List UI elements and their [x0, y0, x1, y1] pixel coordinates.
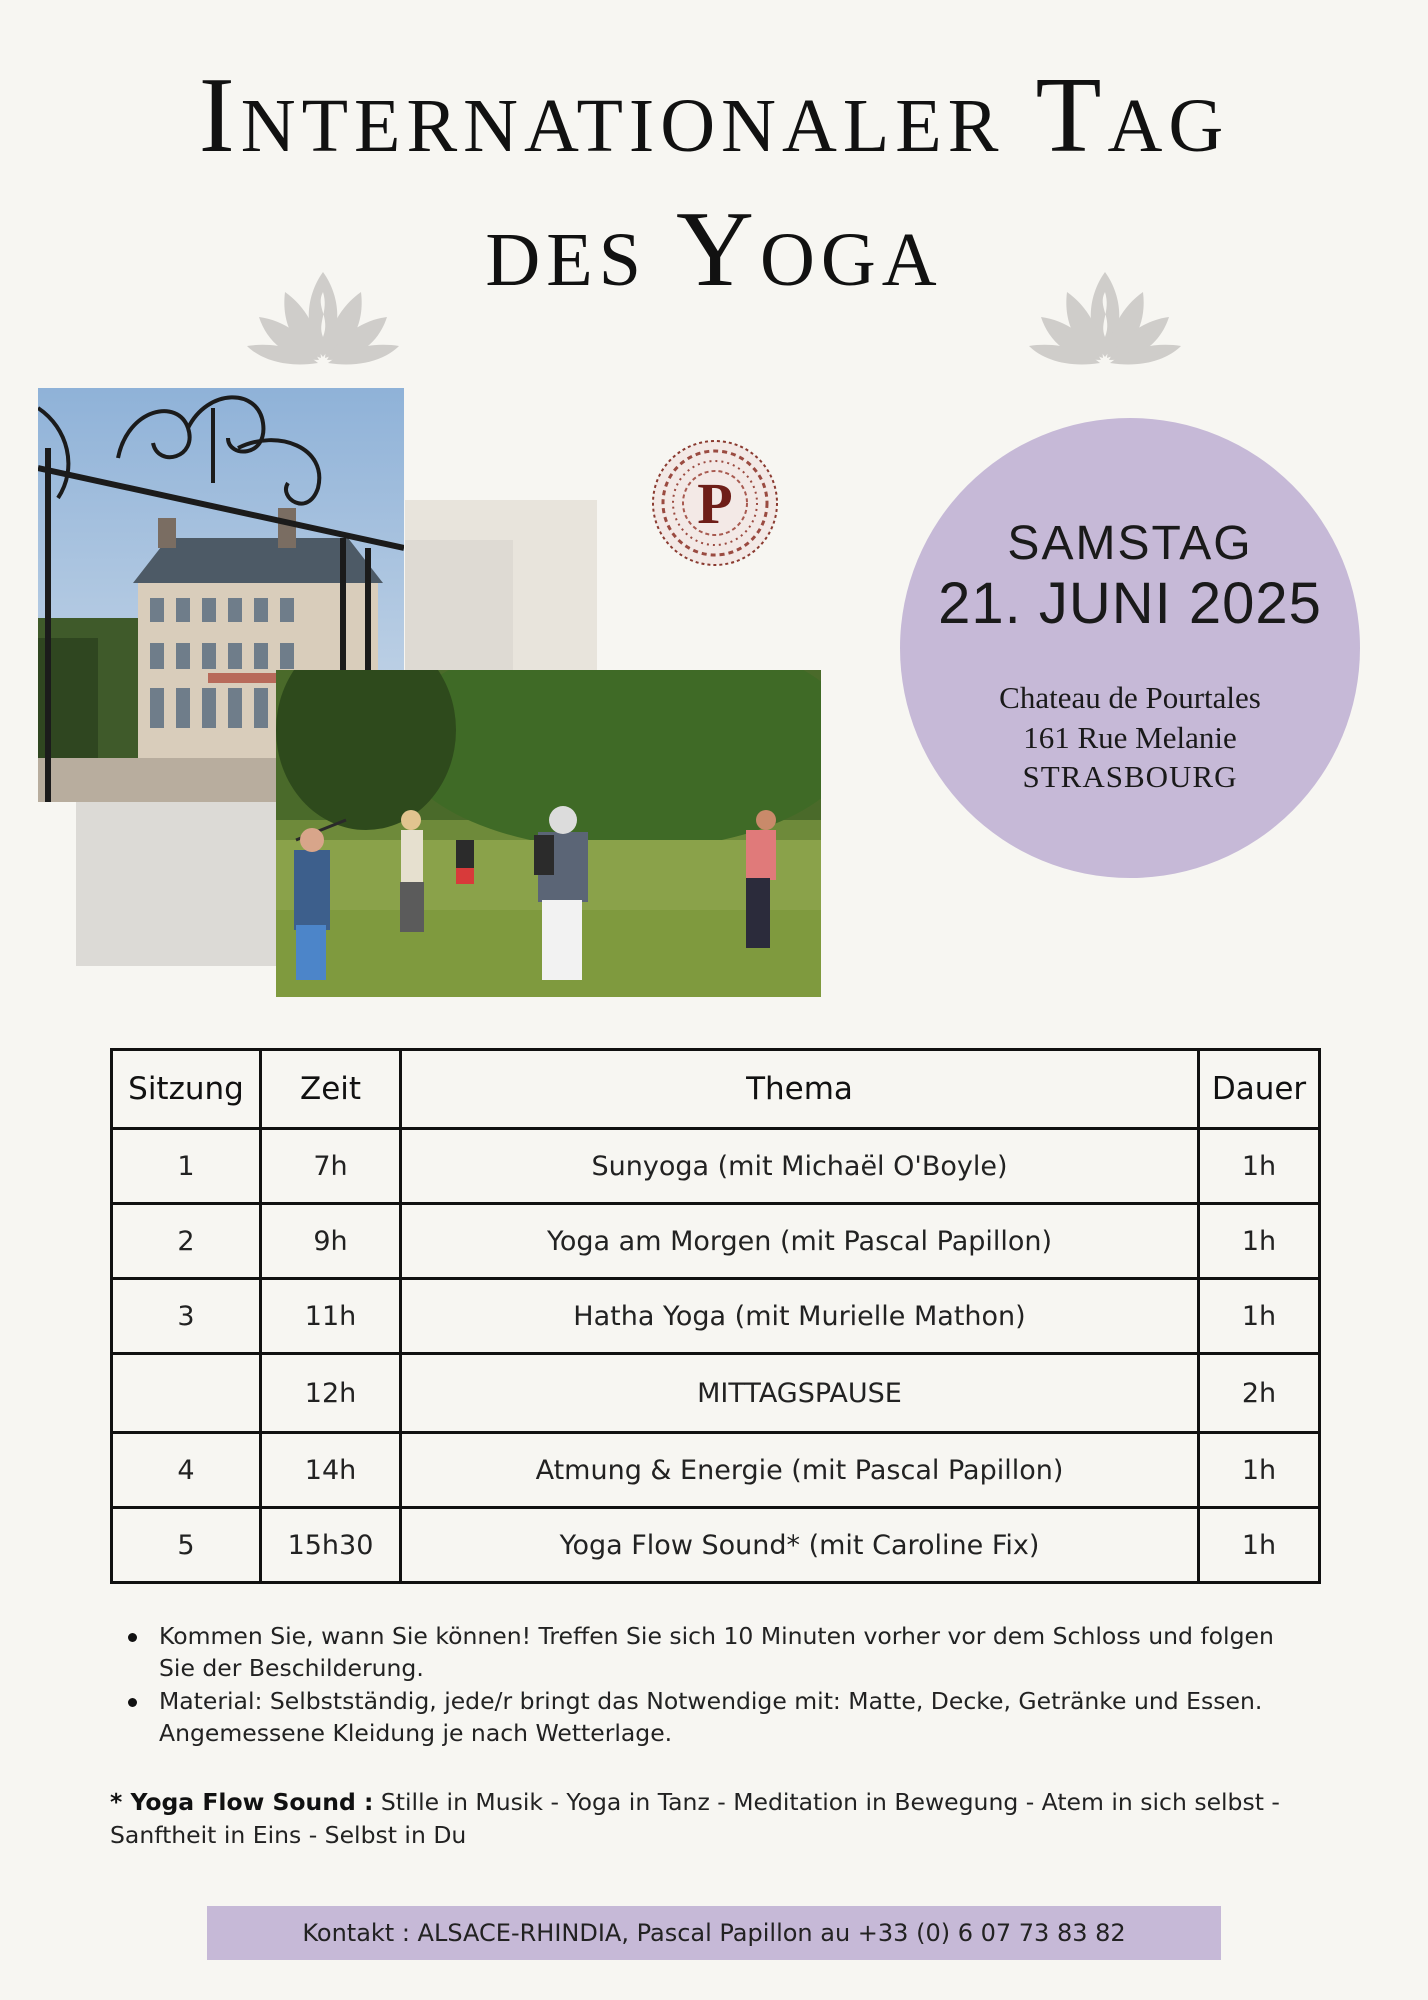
cell-topic: Sunyoga (mit Michaël O'Boyle)	[401, 1129, 1199, 1204]
cell-session: 5	[112, 1508, 261, 1583]
cell-session: 4	[112, 1433, 261, 1508]
footnote	[110, 1786, 1310, 1852]
cell-topic: Yoga am Morgen (mit Pascal Papillon)	[401, 1204, 1199, 1279]
cell-time: 12h	[261, 1354, 401, 1433]
header-topic: Thema	[401, 1050, 1199, 1129]
event-date: 21. JUNI 2025	[938, 571, 1322, 636]
cell-topic: Atmung & Energie (mit Pascal Papillon)	[401, 1433, 1199, 1508]
list-item: Material: Selbstständig, jede/r bringt das Notwendige mit: Matte, Decke, Getränke und Essen. Angemessene Kleidung je nach Wetterlage.	[110, 1685, 1310, 1749]
table-row	[112, 1508, 1320, 1583]
gray-block	[76, 800, 283, 966]
header-duration: Dauer	[1199, 1050, 1320, 1129]
cell-duration: 1h	[1199, 1129, 1320, 1204]
cell-time: 7h	[261, 1129, 401, 1204]
cell-time: 15h30	[261, 1508, 401, 1583]
page-title-line-2: des Yoga	[485, 190, 943, 309]
table-row	[112, 1279, 1320, 1354]
cell-session: 1	[112, 1129, 261, 1204]
logo-letter: P	[697, 471, 733, 536]
table-row	[112, 1354, 1320, 1433]
table-row	[112, 1204, 1320, 1279]
table-row	[112, 1129, 1320, 1204]
p-logo	[650, 438, 780, 568]
cell-session: 2	[112, 1204, 261, 1279]
notes-list	[110, 1620, 1310, 1750]
page-title-line-1: Internationaler Tag	[198, 56, 1230, 175]
cell-topic: Hatha Yoga (mit Murielle Mathon)	[401, 1279, 1199, 1354]
cell-duration: 2h	[1199, 1354, 1320, 1433]
footnote-text: Stille in Musik - Yoga in Tanz - Meditation in Bewegung - Atem in sich selbst - Sanftheit in Eins - Selbst in Du	[110, 1788, 1280, 1849]
list-item: Kommen Sie, wann Sie können! Treffen Sie sich 10 Minuten vorher vor dem Schloss und folgen Sie der Beschilderung.	[110, 1620, 1310, 1684]
cell-duration: 1h	[1199, 1508, 1320, 1583]
cell-duration: 1h	[1199, 1433, 1320, 1508]
header-time: Zeit	[261, 1050, 401, 1129]
lotus-left-icon	[243, 262, 403, 372]
table-row	[112, 1433, 1320, 1508]
cell-session: 3	[112, 1279, 261, 1354]
event-venue: Chateau de Pourtales	[999, 680, 1261, 715]
cell-time: 9h	[261, 1204, 401, 1279]
yoga-group-photo	[276, 670, 821, 997]
cell-duration: 1h	[1199, 1204, 1320, 1279]
cell-duration: 1h	[1199, 1279, 1320, 1354]
header-session: Sitzung	[112, 1050, 261, 1129]
cell-time: 14h	[261, 1433, 401, 1508]
beige-block-inner	[405, 540, 513, 672]
event-city: STRASBOURG	[1022, 759, 1238, 794]
event-day: SAMSTAG	[1007, 517, 1253, 570]
schedule-table	[110, 1048, 1321, 1584]
event-date-circle	[900, 418, 1360, 878]
lotus-right-icon	[1025, 262, 1185, 372]
cell-topic: Yoga Flow Sound* (mit Caroline Fix)	[401, 1508, 1199, 1583]
event-street: 161 Rue Melanie	[1023, 720, 1237, 755]
cell-session	[112, 1354, 261, 1433]
footnote-label: * Yoga Flow Sound :	[110, 1788, 374, 1816]
table-header-row	[112, 1050, 1320, 1129]
cell-topic: MITTAGSPAUSE	[401, 1354, 1199, 1433]
cell-time: 11h	[261, 1279, 401, 1354]
contact-bar: Kontakt : ALSACE-RHINDIA, Pascal Papillon au +33 (0) 6 07 73 83 82	[207, 1906, 1221, 1960]
